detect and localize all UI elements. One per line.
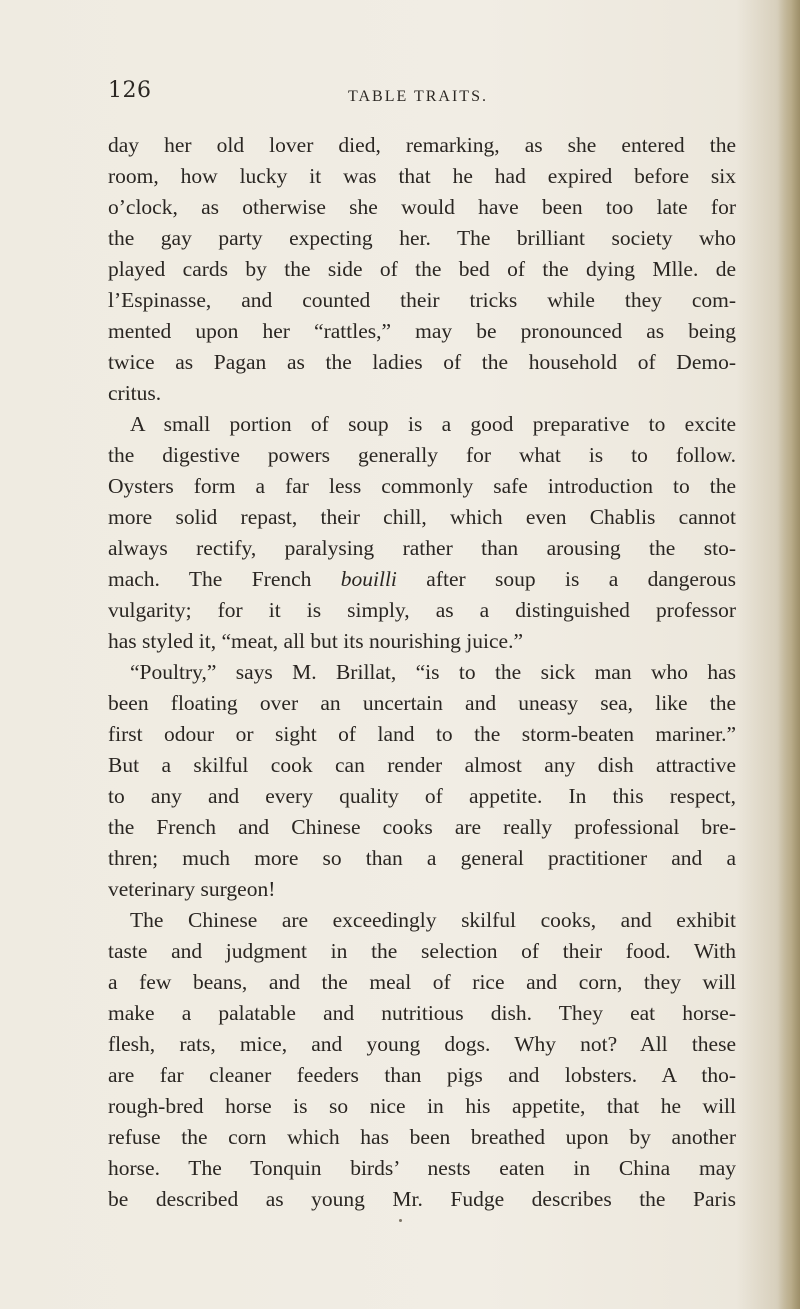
text-line: more solid repast, their chill, which even Chablis cannot: [108, 505, 736, 529]
text-line: day her old lover died, remarking, as she entered the: [108, 133, 736, 157]
text-line: the French and Chinese cooks are really professional bre-: [108, 815, 736, 839]
text-line: The Chinese are exceedingly skilful cooks, and exhibit: [130, 908, 736, 932]
text-line: are far cleaner feeders than pigs and lobsters. A tho-: [108, 1063, 736, 1087]
text-line: thren; much more so than a general practitioner and a: [108, 846, 736, 870]
text-line: flesh, rats, mice, and young dogs. Why not? All these: [108, 1032, 736, 1056]
text-line: mented upon her “rattles,” may be pronounced as being: [108, 319, 736, 343]
text-line: make a palatable and nutritious dish. They eat horse-: [108, 1001, 736, 1025]
text-line: to any and every quality of appetite. In this respect,: [108, 784, 736, 808]
text-line: critus.: [108, 381, 162, 405]
text-line: rough-bred horse is so nice in his appetite, that he will: [108, 1094, 736, 1118]
running-head: [0, 88, 800, 106]
text-line: But a skilful cook can render almost any dish attractive: [108, 753, 736, 777]
text-line: “Poultry,” says M. Brillat, “is to the sick man who has: [130, 660, 736, 684]
text-line: A small portion of soup is a good preparative to excite: [130, 412, 736, 436]
text-line: the gay party expecting her. The brilliant society who: [108, 226, 736, 250]
text-line: o’clock, as otherwise she would have been too late for: [108, 195, 736, 219]
italic-word: bouilli: [340, 567, 397, 591]
text-line: horse. The Tonquin birds’ nests eaten in China may: [108, 1156, 736, 1180]
text-line: the digestive powers generally for what is to follow.: [108, 443, 736, 467]
text-line: a few beans, and the meal of rice and corn, they will: [108, 970, 736, 994]
text-line: always rectify, paralysing rather than arousing the sto-: [108, 536, 736, 560]
text-line: played cards by the side of the bed of the dying Mlle. de: [108, 257, 736, 281]
text-line-italic: mach. The French bouilli after soup is a dangerous: [108, 567, 736, 591]
body-text: [108, 130, 736, 1215]
text-line: vulgarity; for it is simply, as a distinguished professor: [108, 598, 736, 622]
text-line: has styled it, “meat, all but its nourishing juice.”: [108, 629, 523, 653]
text-line: taste and judgment in the selection of their food. With: [108, 939, 736, 963]
text-line: been floating over an uncertain and uneasy sea, like the: [108, 691, 736, 715]
text-line: twice as Pagan as the ladies of the household of Demo-: [108, 350, 736, 374]
text-line: Oysters form a far less commonly safe introduction to the: [108, 474, 736, 498]
print-speck: [399, 1219, 402, 1222]
text-line: be described as young Mr. Fudge describes the Paris: [108, 1187, 736, 1211]
text-line: room, how lucky it was that he had expired before six: [108, 164, 736, 188]
text-line: refuse the corn which has been breathed upon by another: [108, 1125, 736, 1149]
text-line: veterinary surgeon!: [108, 877, 276, 901]
running-title: TABLE TRAITS.: [348, 88, 488, 105]
text-line: l’Espinasse, and counted their tricks while they com-: [108, 288, 736, 312]
page-edge-shadow: [778, 0, 800, 1309]
text-line: first odour or sight of land to the storm-beaten mariner.”: [108, 722, 736, 746]
page-number: 126: [108, 78, 152, 103]
